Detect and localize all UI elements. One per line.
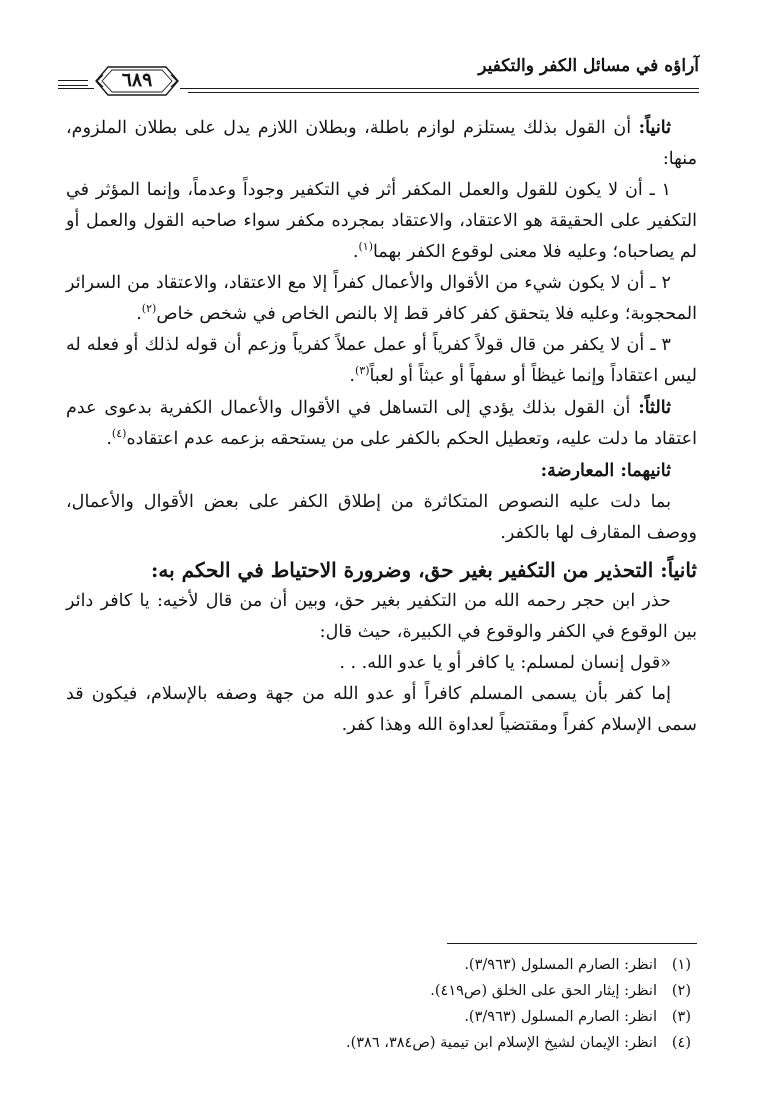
quote-line — [66, 648, 697, 679]
paragraph — [66, 330, 697, 392]
section-heading: ثانياً: التحذير من التكفير بغير حق، وضرورة الاحتياط في الحكم به: — [151, 558, 697, 582]
paragraph — [66, 112, 697, 175]
footnote-rule — [447, 943, 697, 944]
footnote-ref: (١) — [358, 240, 373, 254]
ornament-line — [58, 80, 88, 81]
footnote — [66, 1030, 691, 1056]
paragraph — [66, 487, 697, 549]
footnote-ref: (٤) — [111, 427, 127, 441]
paragraph-text: ٢ ـ أن لا يكون شيء من الأقوال والأعمال كفراً إلا مع الاعتقاد، والاعتقاد من السرائر المحجوبة؛ وعليه فلا يتحقق كفر كافر قط إلا بالنص الخاص في شخص خاص — [66, 273, 697, 324]
footnote-number: (١) — [671, 957, 691, 973]
paragraph — [66, 586, 697, 648]
paragraph-tail: . — [349, 366, 355, 386]
paragraph-text: «قول إنسان لمسلم: يا كافر أو يا عدو الله. . . — [339, 653, 671, 673]
footnote-text: انظر: الصارم المسلول (٣/٩٦٣). — [464, 957, 657, 973]
footnote-ref: (٢) — [141, 302, 157, 316]
paragraph — [66, 268, 697, 330]
running-title: آراؤه في مسائل الكفر والتكفير — [478, 56, 699, 76]
subheading-text: ثانيهما: المعارضة: — [540, 460, 671, 481]
lead-label: ثالثاً: — [638, 397, 671, 418]
paragraph-text: أن القول بذلك يؤدي إلى التساهل في الأقوال والأعمال الكفرية بدعوى عدم اعتقاد ما دلت عليه، وتعطيل الحكم بالكفر على من يستحقه بزعمه عدم اعتقاده — [66, 398, 697, 449]
ornament-line — [58, 85, 88, 86]
paragraph-text: أن القول بذلك يستلزم لوازم باطلة، وبطلان اللازم يدل على بطلان الملزوم، منها: — [66, 118, 697, 169]
footnote-number: (٢) — [671, 983, 691, 999]
footnote-number: (٣) — [671, 1009, 691, 1025]
footnote-text: انظر: الإيمان لشيخ الإسلام ابن تيمية (ص٣٨٤، ٣٨٦). — [345, 1035, 657, 1051]
paragraph — [66, 392, 697, 455]
paragraph-text: ١ ـ أن لا يكون للقول والعمل المكفر أثر في التكفير وجوداً وعدماً، وإنما المؤثر في التكفير على الحقيقة هو الاعتقاد، والاعتقاد بمجرده مكفر سواء صاحبه القول والعمل أو لم يصاحباه؛ وعليه فلا معنى لوقوع الكفر بهما — [66, 180, 697, 262]
lead-label: ثانياً: — [638, 117, 671, 138]
paragraph-tail: . — [136, 304, 142, 324]
paragraph-text: حذر ابن حجر رحمه الله من التكفير بغير حق، وبين أن من قال لأخيه: يا كافر دائر بين الوقوع في الكفر والوقوع في الكبيرة، حيث قال: — [66, 591, 697, 642]
paragraph-text: إما كفر بأن يسمى المسلم كافراً أو عدو الله من جهة وصفه بالإسلام، فيكون قد سمى الإسلام كفراً ومقتضياً لعداوة الله وهذا كفر. — [66, 684, 697, 735]
footnote — [66, 952, 691, 978]
paragraph-tail: . — [352, 242, 359, 262]
paragraph-text: بما دلت عليه النصوص المتكاثرة من إطلاق الكفر على بعض الأقوال والأعمال، ووصف المقارف لها بالكفر. — [66, 492, 697, 543]
footnote — [66, 978, 691, 1004]
page-header — [58, 52, 699, 98]
footnote-number: (٤) — [671, 1035, 691, 1051]
header-rule-inner — [188, 92, 699, 93]
paragraph — [66, 679, 697, 741]
paragraph-text: ٣ ـ أن لا يكفر من قال قولاً كفرياً أو عمل عملاً كفرياً وزعم أن قوله لذلك أو فعله له ليس اعتقاداً وإنما غيظاً أو سفهاً أو عبثاً أو لعباً — [66, 335, 697, 386]
page-number: ٦٨٩ — [121, 69, 153, 91]
main-text — [66, 112, 697, 741]
footnotes — [66, 952, 691, 1056]
footnote-text: انظر: الصارم المسلول (٣/٩٦٣). — [464, 1009, 657, 1025]
paragraph — [66, 175, 697, 268]
footnote — [66, 1004, 691, 1030]
page-number-frame — [94, 64, 180, 98]
subheading — [66, 455, 697, 487]
footnote-text: انظر: إيثار الحق على الخلق (ص٤١٩). — [430, 983, 657, 999]
footnote-ref: (٣) — [354, 364, 370, 378]
paragraph-tail: . — [106, 429, 112, 449]
